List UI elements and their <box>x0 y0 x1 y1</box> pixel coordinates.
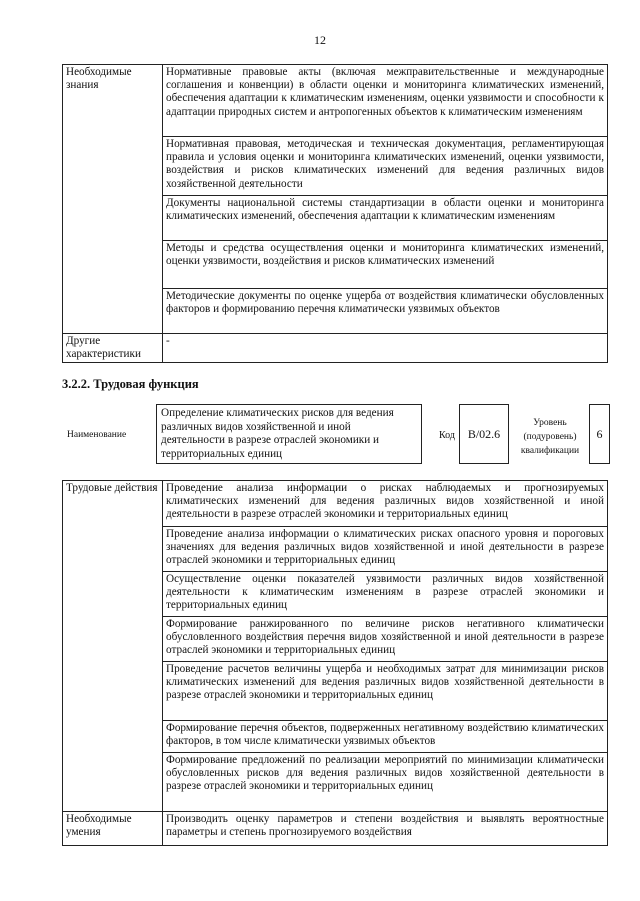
qualification-level: 6 <box>589 404 610 464</box>
action-item: Формирование предложений по реализации мероприятий по минимизации климатически обусловленных рисков для ведения различных видов хозяйственной деятельности в разрезе отраслей экономики и территориальных единиц <box>163 753 608 812</box>
page-number: 12 <box>314 33 326 47</box>
action-item: Проведение анализа информации о рисках наблюдаемых и прогнозируемых климатических изменений для ведения различных видов хозяйственной и иной деятельности в разрезе отраслей экономики и территориальных единиц <box>163 481 608 527</box>
knowledge-item: Методы и средства осуществления оценки и мониторинга климатических изменений, оценки уязвимости, воздействия и рисков климатических изменений <box>163 241 608 289</box>
action-item: Проведение анализа информации о климатических рисках опасного уровня и пороговых значениях для ведения различных видов хозяйственной и иной деятельности в разрезе отраслей экономики и территориальных единиц <box>163 527 608 572</box>
action-item: Формирование перечня объектов, подверженных негативному воздействию климатических факторов, в том числе климатически уязвимых объектов <box>163 721 608 753</box>
other-value: - <box>163 334 608 363</box>
table-row <box>63 65 608 137</box>
knowledge-label: Необходимые знания <box>63 65 163 334</box>
table-row <box>63 334 608 363</box>
function-code: B/02.6 <box>459 404 509 464</box>
function-name: Определение климатических рисков для ведения различных видов хозяйственной и иной деятельности в разрезе отраслей экономики и территориальных единиц <box>156 404 422 464</box>
knowledge-item: Методические документы по оценке ущерба от воздействия климатически обусловленных факторов и формированию перечня климатически уязвимых объектов <box>163 289 608 334</box>
labor-function-header <box>62 404 610 468</box>
action-item: Формирование ранжированного по величине рисков негативного климатически обусловленного воздействия перечня видов хозяйственной и иной деятельности в разрезе отраслей экономики и территориальных единиц <box>163 617 608 662</box>
knowledge-table <box>62 64 608 363</box>
code-label: Код <box>439 430 455 441</box>
action-item: Проведение расчетов величины ущерба и необходимых затрат для минимизации рисков климатических изменений для ведения различных видов хозяйственной деятельности в разрезе отраслей экономики и территориальных единиц <box>163 662 608 721</box>
other-label: Другие характеристики <box>63 334 163 363</box>
name-label: Наименование <box>67 430 127 440</box>
knowledge-item: Нормативная правовая, методическая и техническая документация, регламентирующая правила и условия оценки и мониторинга климатических изменений, оценки уязвимости, воздействия и рисков климатических изменений для ведения различных видов хозяйственной деятельности <box>163 137 608 196</box>
knowledge-item: Нормативные правовые акты (включая межправительственные и международные соглашения и конвенции) в области оценки и мониторинга климатических изменений, обеспечения адаптации к климатическим изменениям, оценки уязвимости и способности к адаптации природных систем и антропогенных объектов к климатическим изменениям <box>163 65 608 137</box>
action-item: Осуществление оценки показателей уязвимости различных видов хозяйственной деятельности к климатическим изменениям в разрезе отраслей экономики и территориальных единиц <box>163 572 608 617</box>
knowledge-item: Документы национальной системы стандартизации в области оценки и мониторинга климатических изменений, обеспечения адаптации к климатическим изменениям <box>163 196 608 241</box>
table-row <box>63 812 608 846</box>
section-title: 3.2.2. Трудовая функция <box>62 377 199 391</box>
actions-table <box>62 480 608 846</box>
skill-item: Производить оценку параметров и степени воздействия и выявлять вероятностные параметры и степень прогнозируемого воздействия <box>163 812 608 846</box>
actions-label: Трудовые действия <box>63 481 163 812</box>
level-label: Уровень (подуровень) квалификации <box>520 418 580 456</box>
table-row <box>63 481 608 527</box>
skills-label: Необходимые умения <box>63 812 163 846</box>
